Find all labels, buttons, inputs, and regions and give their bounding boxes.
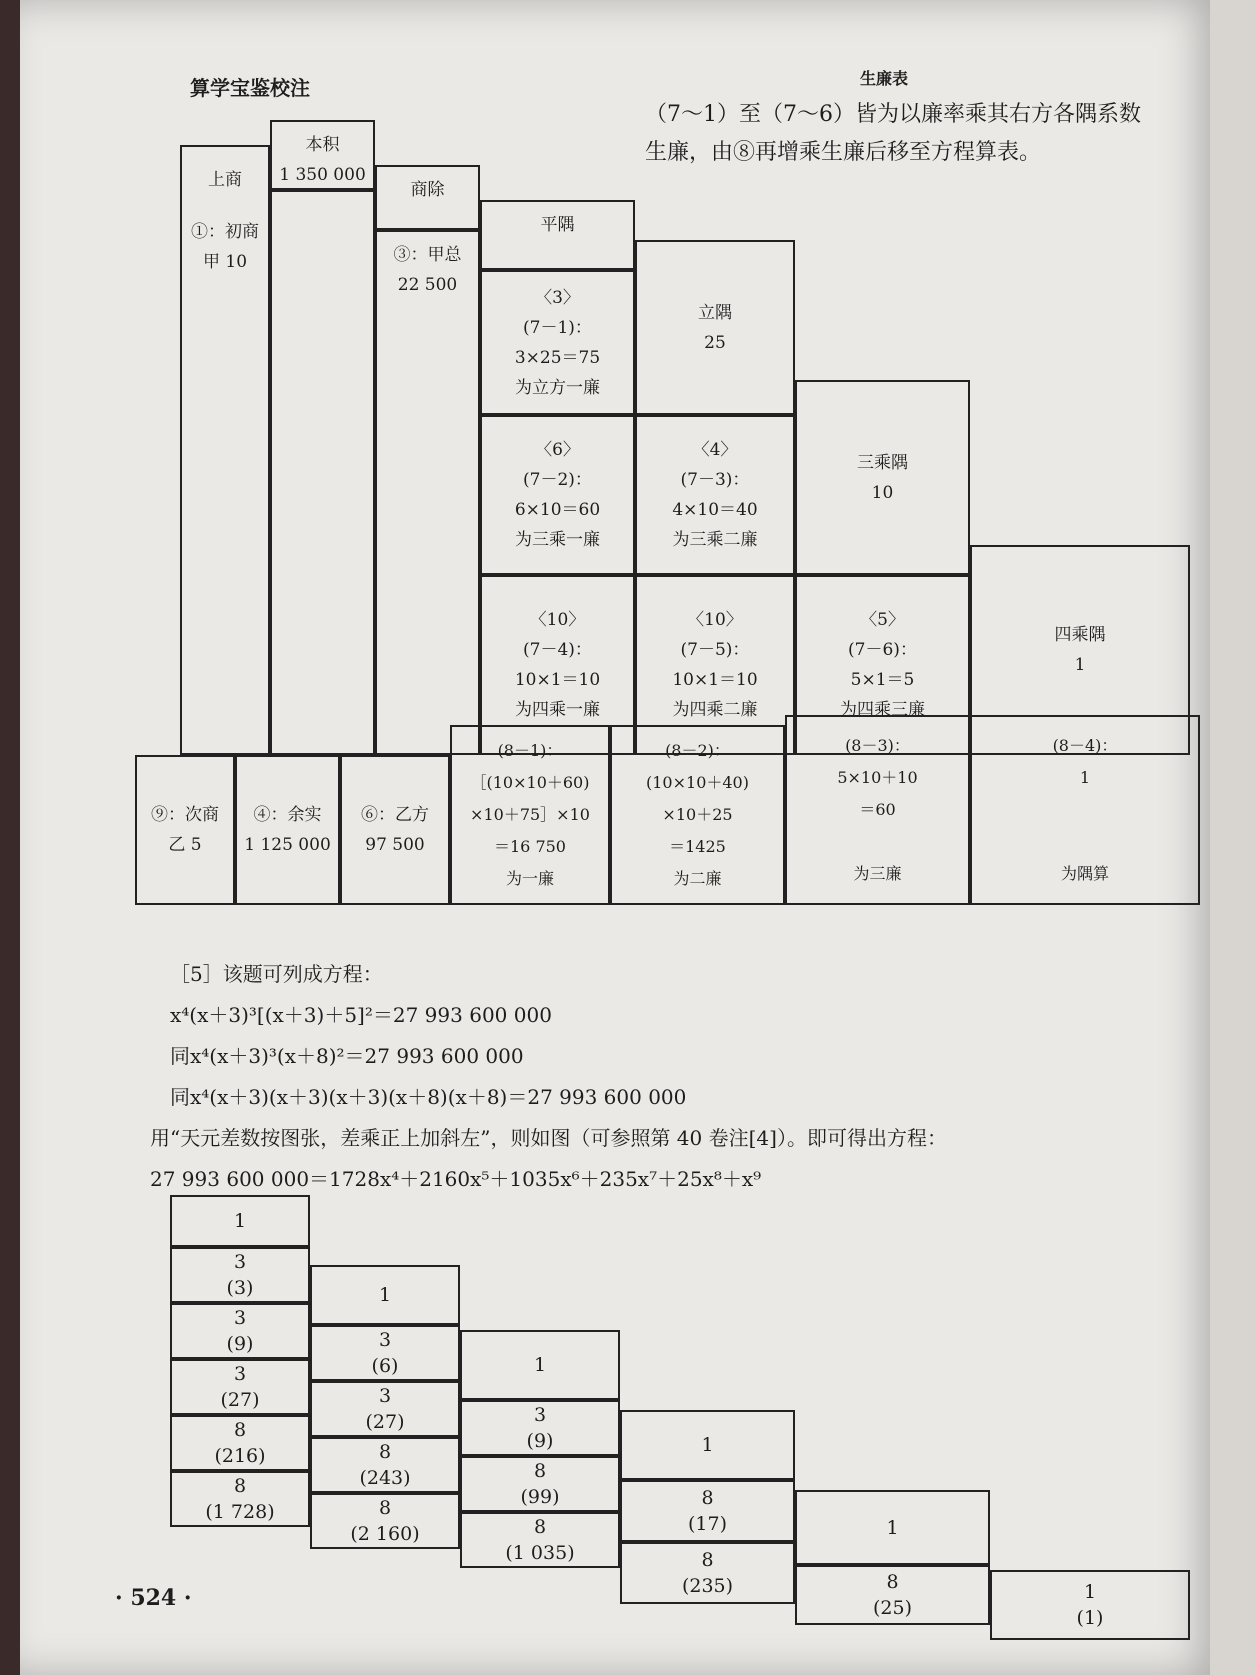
d2-1: 3 (6) <box>310 1325 460 1381</box>
cell-7-3: 〈4〉 (7－3)： 4×10＝40 为三乘二廉 <box>635 415 795 575</box>
intro-text: （7～1）至（7～6）皆为以廉率乘其右方各隅系数生廉，由⑧再增乘生廉后移至方程算表。 <box>645 102 1141 165</box>
liyu-cell: 立隅 25 <box>635 240 795 415</box>
book-page <box>20 0 1220 1675</box>
d1-5: 8 (1 728) <box>170 1471 310 1527</box>
d3-3: 8 (1 035) <box>460 1512 620 1568</box>
note-line-2: x⁴(x＋3)³[(x＋3)＋5]²＝27 993 600 000 <box>170 1003 552 1027</box>
benji-cell: 本积 1 350 000 <box>270 120 375 190</box>
d1-3: 3 (27) <box>170 1359 310 1415</box>
cell-8-3: (8－3)： 5×10＋10 ＝60 为三廉 <box>785 715 970 905</box>
sicheng-yu-cell: 四乘隅 1 <box>970 545 1190 755</box>
benji-column <box>270 190 375 755</box>
d2-2: 3 (27) <box>310 1381 460 1437</box>
note-line-6: 27 993 600 000＝1728x⁴＋2160x⁵＋1035x⁶＋235x⁷＋25x⁸＋x⁹ <box>150 1167 762 1191</box>
cell-7-2: 〈6〉 (7－2)： 6×10＝60 为三乘一廉 <box>480 415 635 575</box>
pingyu-header: 平隅 <box>480 200 635 270</box>
yifang-cell: ⑥：乙方 97 500 <box>340 755 450 905</box>
section-title: 生廉表 <box>860 69 909 88</box>
d1-1: 3 (3) <box>170 1247 310 1303</box>
d4-1: 8 (17) <box>620 1480 795 1542</box>
cell-8-2: (8－2)： (10×10＋40) ×10＋25 ＝1425 为二廉 <box>610 725 785 905</box>
note-line-4: 同x⁴(x＋3)(x＋3)(x＋3)(x＋8)(x＋8)＝27 993 600 000 <box>170 1085 687 1109</box>
sancheng-yu-cell: 三乘隅 10 <box>795 380 970 575</box>
d3-1: 3 (9) <box>460 1400 620 1456</box>
cell-7-6: 〈5〉 (7－6)： 5×1＝5 为四乘三廉 <box>795 575 970 755</box>
note-line-5: 用“天元差数按图张，差乘正上加斜左”，则如图（可参照第 40 卷注[4]）。即可得出方程： <box>150 1126 947 1150</box>
d2-3: 8 (243) <box>310 1437 460 1493</box>
d2-0: 1 <box>310 1265 460 1325</box>
shangchu-header: 商除 <box>375 165 480 230</box>
d5-1: 8 (25) <box>795 1565 990 1625</box>
d6-0: 1 (1) <box>990 1570 1190 1640</box>
yushi-cell: ④：余实 1 125 000 <box>235 755 340 905</box>
d5-0: 1 <box>795 1490 990 1565</box>
d4-0: 1 <box>620 1410 795 1480</box>
d1-0: 1 <box>170 1195 310 1247</box>
book-edge <box>1210 0 1256 1675</box>
shang-column <box>180 145 270 755</box>
book-title: 算学宝鉴校注 <box>190 76 310 100</box>
ci-shang-cell: ⑨：次商 乙 5 <box>135 755 235 905</box>
jiazong-cell: ③：甲总 22 500 <box>375 230 480 755</box>
note-block <box>150 954 1170 1200</box>
d1-2: 3 (9) <box>170 1303 310 1359</box>
cell-7-5: 〈10〉 (7－5)： 10×1＝10 为四乘二廉 <box>635 575 795 755</box>
cell-8-4: (8－4)： 1 为隅算 <box>970 715 1200 905</box>
d4-2: 8 (235) <box>620 1542 795 1604</box>
cell-7-1: 〈3〉 (7－1)： 3×25＝75 为立方一廉 <box>480 270 635 415</box>
d3-2: 8 (99) <box>460 1456 620 1512</box>
note-line-3: 同x⁴(x＋3)³(x＋8)²＝27 993 600 000 <box>170 1044 524 1068</box>
d2-4: 8 (2 160) <box>310 1493 460 1549</box>
note-line-1: ［5］该题可列成方程： <box>170 962 383 986</box>
cell-7-4: 〈10〉 (7－4)： 10×1＝10 为四乘一廉 <box>480 575 635 755</box>
d1-4: 8 (216) <box>170 1415 310 1471</box>
chu-shang: ①：初商 甲 10 <box>191 222 259 272</box>
shang-header: 上商 <box>208 170 242 190</box>
d3-0: 1 <box>460 1330 620 1400</box>
cell-8-1: (8－1)： ［(10×10＋60) ×10＋75］×10 ＝16 750 为一廉 <box>450 725 610 905</box>
page-number: · 524 · <box>115 1585 192 1611</box>
